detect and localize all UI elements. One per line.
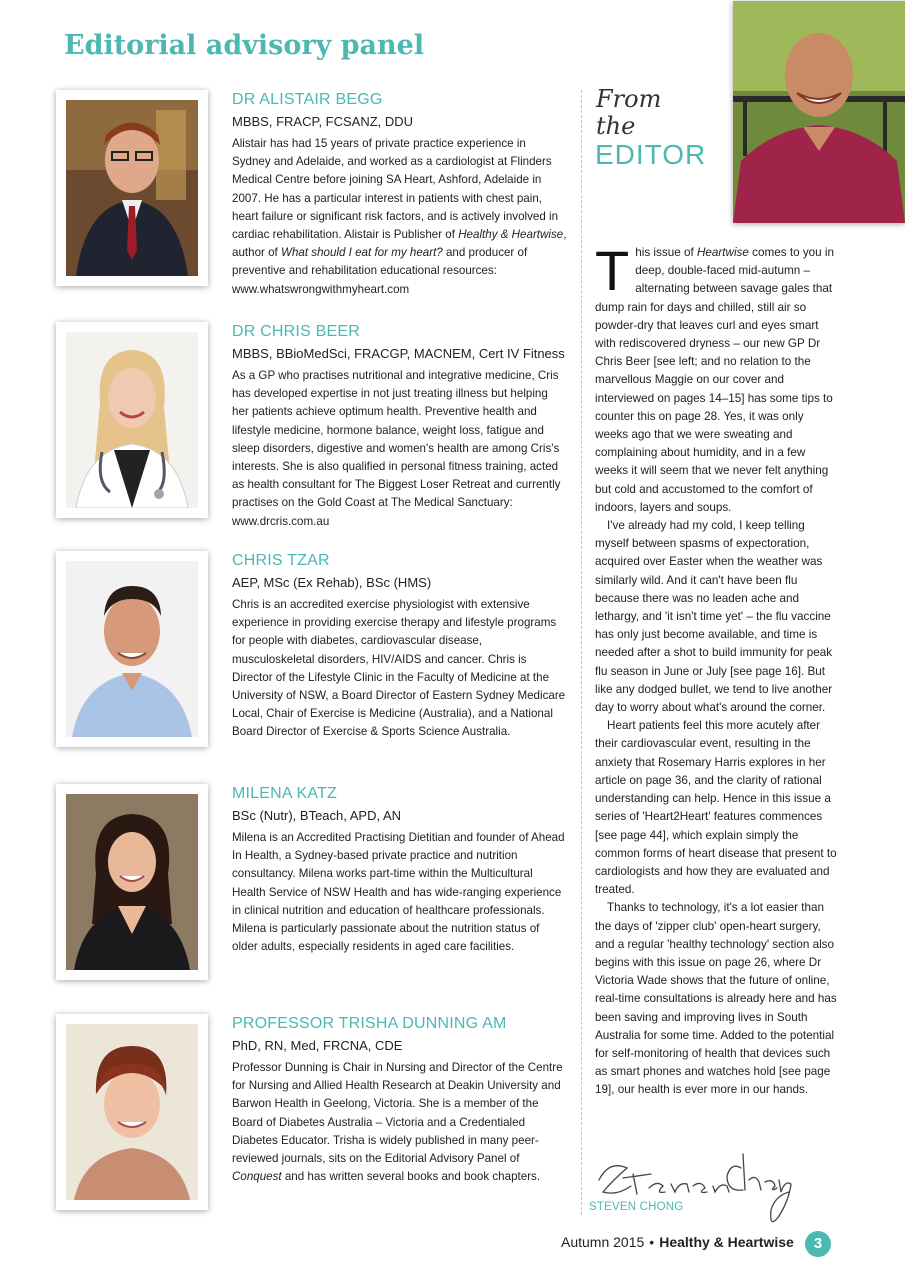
- member-name: DR ALISTAIR BEGG: [232, 91, 383, 108]
- editor-letter: [595, 239, 837, 1100]
- member-credentials: PhD, RN, Med, FRCNA, CDE: [232, 1038, 403, 1053]
- portrait-photo: [56, 551, 208, 747]
- portrait-steven-chong: [733, 1, 905, 223]
- issue-season: Autumn 2015: [561, 1234, 645, 1250]
- from-word: From: [596, 85, 662, 113]
- member-name: DR CHRIS BEER: [232, 323, 360, 340]
- member-credentials: MBBS, FRACP, FCSANZ, DDU: [232, 114, 414, 129]
- page-number-badge: 3: [805, 1231, 831, 1257]
- member-bio: Alistair has had 15 years of private practice experience in Sydney and Adelaide, and worked as a cardiologist at Flinders Medical Centre before joining SA Heart, Ashford, Adelaide in 2007. He has a particular interest in patients with chest pain, heart failure or significant risk factors, and is actively involved in cardiac rehabilitation. Alistair is Publisher of Healthy & Heartwise, author of What should I eat for my heart? and producer of preventive and rehabilitation educational resources: www.whatswrongwithmyheart.com: [232, 137, 567, 296]
- page-footer: [561, 1234, 794, 1250]
- member-bio: Professor Dunning is Chair in Nursing and Director of the Centre for Nursing and Allied Health Research at Deakin University and Barwon Health in Geelong, Victoria. She is a member of the Board of Diabetes Australia – Victoria and a Credentialed Diabetes Educator. Trisha is widely published in many peer-reviewed journals, sits on the Editorial Advisory Panel of Conquest and has written several books and book chapters.: [232, 1061, 563, 1184]
- footer-bullet: •: [649, 1234, 655, 1250]
- letter-paragraph: I've already had my cold, I keep telling myself between spasms of expectoration, acquired over Easter when the weather was similarly wild. And it can't have been flu because there was no leaden ache and lethargy, and 'it isn't time yet' – the flu vaccine has only just become available, and time is needed after a shot to build immunity for peak flu season in June or July [see page 16]. But like any dodged bullet, we tend to live another day to worry about what's around the corner.: [595, 519, 833, 715]
- portrait-alistair-begg: [66, 100, 198, 276]
- letter-paragraph-text: his issue of Heartwise comes to you in deep, double-faced mid-autumn – alternating between savage gales that dump rain for days and chilled, still air so powder-dry that leaves curl and eyes smart with rediscovered dryness – our new GP Dr Chris Beer [see left; and no relation to the marvellous Maggie on our cover and interviewed on pages 14–15] has some tips to counter this on page 28. Yes, it was only weeks ago that we were sweating and complaining about humidity, and in a few weeks it will seem that we never felt anything but cold and accustomed to the comfort of indoors, layers and soups.: [595, 246, 835, 514]
- member-bio: Chris is an accredited exercise physiologist with extensive experience in providing exercise therapy and lifestyle programs for people with diabetes, cardiovascular disease, musculoskeletal disorders, HIV/AIDS and cancer. Chris is Director of the Lifestyle Clinic in the Faculty of Medicine at the University of NSW, a Board Director of Eastern Sydney Medicare Local, Chair of Exercise is Medicine (Australia), and a National Board Director of Exercise & Sports Science Australia.: [232, 598, 566, 739]
- portrait-photo: [56, 322, 208, 518]
- portrait-chris-tzar: [66, 561, 198, 737]
- portrait-photo: [56, 1014, 208, 1210]
- member-name: CHRIS TZAR: [232, 552, 330, 569]
- page-title: Editorial advisory panel: [64, 30, 425, 61]
- member-credentials: AEP, MSc (Ex Rehab), BSc (HMS): [232, 575, 432, 590]
- signature-image: [593, 1140, 793, 1232]
- signer-name: STEVEN CHONG: [589, 1201, 684, 1213]
- column-divider: [581, 90, 582, 1215]
- the-word: the: [596, 112, 636, 140]
- editor-heading: EDITOR: [595, 139, 707, 170]
- member-name: PROFESSOR TRISHA DUNNING AM: [232, 1015, 507, 1032]
- member-bio: As a GP who practises nutritional and integrative medicine, Cris has developed expertise in not just treating illness but helping her patients achieve optimum health. Preventive health and lifestyle medicine, hormone balance, weight loss, fatigue and sleep disorders, digestive and women's health are among Cris's interests. She is also qualified in personal fitness training, acted as health consultant for The Biggest Loser Retreat and currently practises on the Gold Coast at The Medical Sanctuary: www.drcris.com.au: [232, 369, 561, 528]
- drop-cap: T: [595, 239, 630, 302]
- member-credentials: BSc (Nutr), BTeach, APD, AN: [232, 808, 402, 823]
- portrait-photo: [56, 784, 208, 980]
- letter-paragraph: [595, 239, 837, 517]
- member-name: MILENA KATZ: [232, 785, 338, 802]
- magazine-name: Healthy & Heartwise: [659, 1234, 794, 1250]
- letter-paragraph: Heart patients feel this more acutely after their cardiovascular event, resulting in the anxiety that Rosemary Harris explores in her article on page 36, and the clarity of rational understanding can help. Hence in this issue a series of 'Heart2Heart' features commences [see page 44], which explain simply the common forms of heart disease that present to cardiologists and how they are evaluated and treated.: [595, 719, 837, 897]
- portrait-trisha-dunning: [66, 1024, 198, 1200]
- portrait-photo: [56, 90, 208, 286]
- letter-paragraph: Thanks to technology, it's a lot easier than the days of 'zipper club' open-heart surgery, and a regular 'healthy technology' section also begins with this issue on page 26, where Dr Victoria Wade shows that the future of online, real-time consultations is already here and has been saving and improving lives in South Australia for some time. Added to the potential for self-monitoring of health that devices such as smart phones and watches hold [see page 19], our health is ever more in our hands.: [595, 901, 837, 1097]
- member-credentials: MBBS, BBioMedSci, FRACGP, MACNEM, Cert IV Fitness: [232, 346, 565, 361]
- portrait-milena-katz: [66, 794, 198, 970]
- member-bio: Milena is an Accredited Practising Dietitian and founder of Ahead In Health, a Sydney-based private practice and nutrition consultancy. Milena works part-time within the Multicultural Health Service of NSW Health and has wide-ranging experience in clinical nutrition and education of healthcare professionals. Milena is particularly passionate about the nutrition status of older adults, especially residents in aged care facilities.: [232, 831, 565, 954]
- from-the-heading: [596, 86, 661, 140]
- editor-photo: [733, 1, 905, 223]
- portrait-chris-beer: [66, 332, 198, 508]
